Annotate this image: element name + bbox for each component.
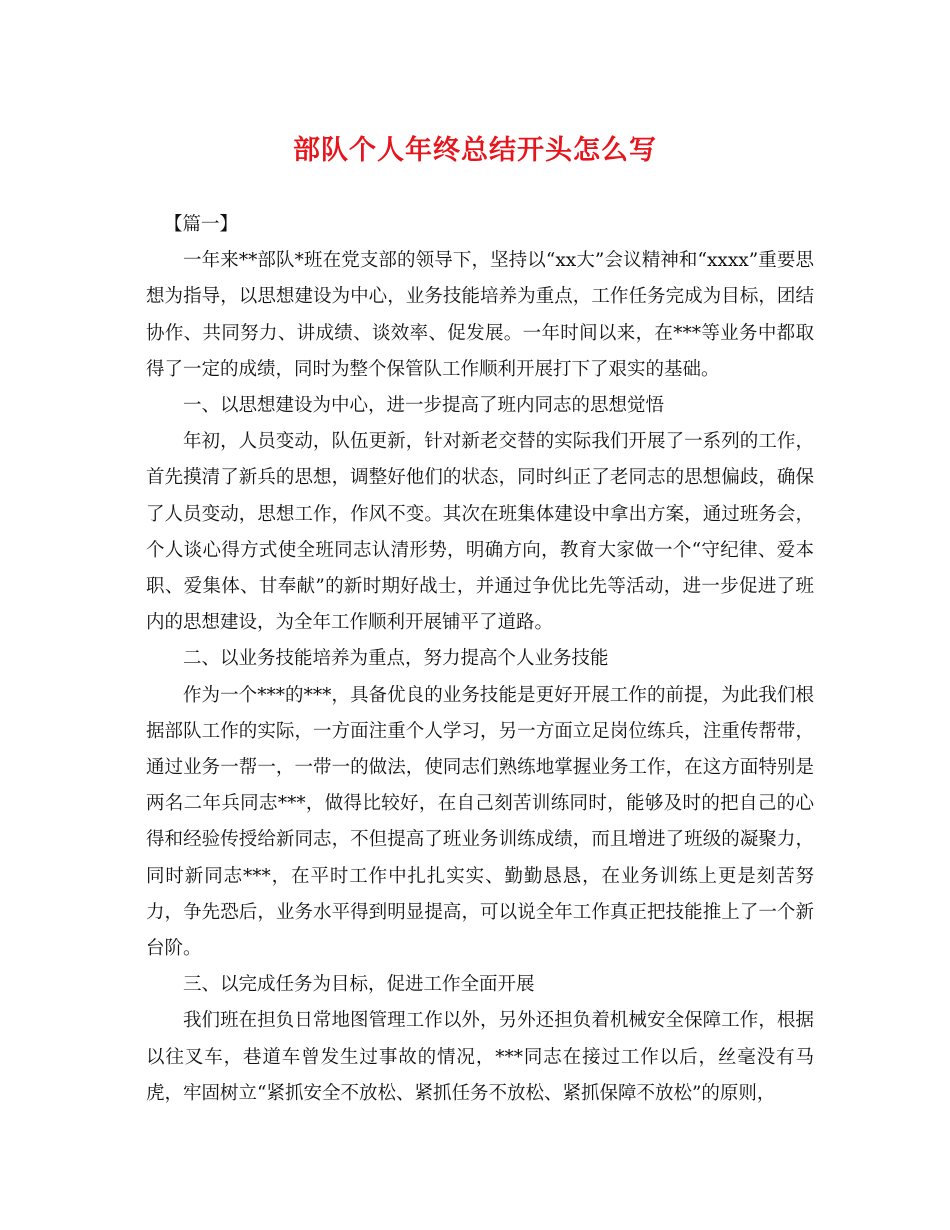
part-label: 【篇一】	[164, 214, 239, 235]
section-heading: 二、以业务技能培养为重点，努力提高个人业务技能	[183, 648, 609, 670]
paragraph: 一年来**部队*班在党支部的领导下，坚持以“xx大”会议精神和“xxxx”重要思想为指导，以思想建设为中心，业务技能培养为重点，工作任务完成为目标，团结协作、共同努力、讲成绩、谈效率、促发展。一年时间以来，在***等业务中都取得了一定的成绩，同时为整个保管队工作顺利开展打下了艰实的基础。	[146, 250, 814, 380]
section-heading: 三、以完成任务为目标，促进工作全面开展	[183, 974, 535, 996]
document-body	[146, 207, 814, 1112]
section-heading: 一、以思想建设为中心，进一步提高了班内同志的思想觉悟	[183, 395, 665, 417]
paragraph: 作为一个***的***，具备优良的业务技能是更好开展工作的前提，为此我们根据部队工作的实际，一方面注重个人学习，另一方面立足岗位练兵，注重传帮带，通过业务一帮一，一带一的做法，使同志们熟练地掌握业务工作，在这方面特别是两名二年兵同志***，做得比较好，在自己刻苦训练同时，能够及时的把自己的心得和经验传授给新同志，不但提高了班业务训练成绩，而且增进了班级的凝聚力，同时新同志***，在平时工作中扎扎实实、勤勤恳恳，在业务训练上更是刻苦努力，争先恐后，业务水平得到明显提高，可以说全年工作真正把技能推上了一个新台阶。	[146, 684, 814, 960]
document-title: 部队个人年终总结开头怎么写	[293, 135, 657, 166]
paragraph: 年初，人员变动，队伍更新，针对新老交替的实际我们开展了一系列的工作，首先摸清了新兵的思想，调整好他们的状态，同时纠正了老同志的思想偏歧，确保了人员变动，思想工作，作风不变。其次在班集体建设中拿出方案，通过班务会，个人谈心得方式使全班同志认清形势，明确方向，教育大家做一个“守纪律、爱本职、爱集体、甘奉献”的新时期好战士，并通过争优比先等活动，进一步促进了班内的思想建设，为全年工作顺利开展铺平了道路。	[146, 431, 814, 634]
paragraph: 我们班在担负日常地图管理工作以外，另外还担负着机械安全保障工作，根据以往叉车，巷道车曾发生过事故的情况，***同志在接过工作以后，丝毫没有马虎，牢固树立“紧抓安全不放松、紧抓任务不放松、紧抓保障不放松”的原则，	[146, 1010, 814, 1104]
